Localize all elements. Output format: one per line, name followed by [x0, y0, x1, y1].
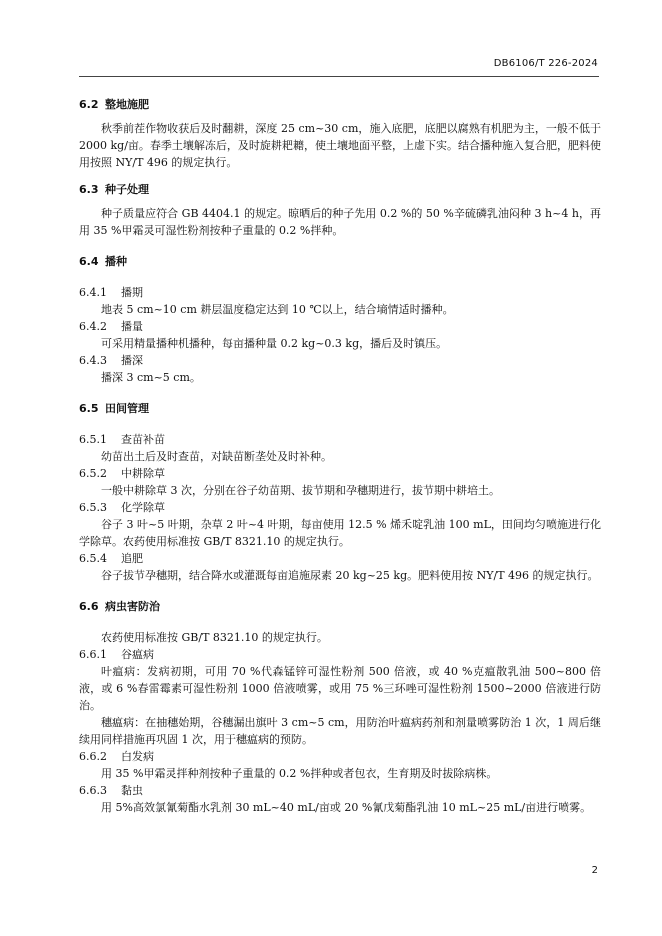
- subsection-number: 6.4.2: [79, 320, 107, 333]
- paragraph-6-3: 种子质量应符合 GB 4404.1 的规定。晾晒后的种子先用 0.2 %的 50 %辛硫磷乳油闷种 3 h~4 h，再用 35 %甲霜灵可湿性粉剂按种子重量的 0.2 %拌种。: [79, 207, 601, 237]
- document-code: DB6106/T 226-2024: [493, 58, 598, 69]
- section-number: 6.5: [79, 402, 99, 415]
- subsection-heading-6-6-2: [79, 748, 601, 765]
- subsection-heading-6-5-3: [79, 499, 601, 516]
- paragraph-6-4-3: 播深 3 cm~5 cm。: [101, 371, 201, 384]
- subsection-number: 6.5.1: [79, 433, 107, 446]
- subsection-heading-6-5-2: [79, 465, 601, 482]
- section-title: 播种: [105, 255, 127, 268]
- subsection-title: 中耕除草: [121, 467, 165, 480]
- subsection-title: 白发病: [121, 750, 154, 763]
- subsection-heading-6-4-1: [79, 284, 601, 301]
- subsection-title: 查苗补苗: [121, 433, 165, 446]
- paragraph-6-4-1: 地表 5 cm~10 cm 耕层温度稳定达到 10 ℃以上，结合墒情适时播种。: [101, 303, 454, 316]
- section-heading-6-6: [79, 598, 601, 615]
- section-number: 6.6: [79, 600, 99, 613]
- section-title: 整地施肥: [105, 98, 149, 111]
- section-heading-6-2: [79, 96, 601, 113]
- paragraph-6-5-3: 谷子 3 叶~5 叶期，杂草 2 叶~4 叶期，每亩使用 12.5 % 烯禾啶乳油 100 mL，田间均匀喷施进行化学除草。农药使用标准按 GB/T 8321.10 的规定执行。: [79, 518, 601, 548]
- subsection-number: 6.5.3: [79, 501, 107, 514]
- subsection-heading-6-4-3: [79, 352, 601, 369]
- subsection-number: 6.6.3: [79, 784, 107, 797]
- section-title: 种子处理: [105, 183, 149, 196]
- paragraph-6-4-2: 可采用精量播种机播种，每亩播种量 0.2 kg~0.3 kg，播后及时镇压。: [101, 337, 448, 350]
- subsection-heading-6-5-4: [79, 550, 601, 567]
- subsection-number: 6.5.2: [79, 467, 107, 480]
- subsection-title: 播量: [121, 320, 143, 333]
- subsection-title: 黏虫: [121, 784, 143, 797]
- subsection-heading-6-6-1: [79, 646, 601, 663]
- subsection-title: 化学除草: [121, 501, 165, 514]
- subsection-title: 追肥: [121, 552, 143, 565]
- paragraph-6-5-4: 谷子拔节孕穗期，结合降水或灌溉每亩追施尿素 20 kg~25 kg。肥料使用按 NY/T 496 的规定执行。: [101, 569, 599, 582]
- subsection-number: 6.4.3: [79, 354, 107, 367]
- subsection-title: 谷瘟病: [121, 648, 154, 661]
- paragraph-6-6-3: 用 5%高效氯氰菊酯水乳剂 30 mL~40 mL/亩或 20 %氰戊菊酯乳油 10 mL~25 mL/亩进行喷雾。: [101, 801, 592, 814]
- header-rule: [79, 76, 599, 77]
- subsection-title: 播深: [121, 354, 143, 367]
- subsection-title: 播期: [121, 286, 143, 299]
- subsection-heading-6-5-1: [79, 431, 601, 448]
- paragraph-6-2: 秋季前茬作物收获后及时翻耕，深度 25 cm~30 cm，施入底肥，底肥以腐熟有机肥为主，一般不低于 2000 kg/亩。春季土壤解冻后，及时旋耕耙耱，使土壤地面平整，上虚下实。结合播种施入复合肥，肥料使用按照 NY/T 496 的规定执行。: [79, 122, 601, 169]
- subsection-heading-6-6-3: [79, 782, 601, 799]
- section-title: 病虫害防治: [105, 600, 160, 613]
- page-number: 2: [591, 865, 598, 876]
- paragraph-6-6-2: 用 35 %甲霜灵拌种剂按种子重量的 0.2 %拌种或者包衣，生育期及时拔除病株。: [101, 767, 498, 780]
- section-heading-6-5: [79, 400, 601, 417]
- subsection-number: 6.6.2: [79, 750, 107, 763]
- section-heading-6-3: [79, 181, 601, 198]
- subsection-number: 6.6.1: [79, 648, 107, 661]
- subsection-heading-6-4-2: [79, 318, 601, 335]
- subsection-number: 6.4.1: [79, 286, 107, 299]
- paragraph-6-6-1-leaf-blast: 叶瘟病：发病初期，可用 70 %代森锰锌可湿性粉剂 500 倍液，或 40 %克瘟散乳油 500~800 倍液，或 6 %春雷霉素可湿性粉剂 1000 倍液喷雾，或用 75 %三环唑可湿性粉剂 1500~2000 倍液进行防治。: [79, 665, 601, 712]
- paragraph-6-6-intro: 农药使用标准按 GB/T 8321.10 的规定执行。: [101, 631, 328, 644]
- paragraph-6-5-1: 幼苗出土后及时查苗，对缺苗断垄处及时补种。: [101, 450, 332, 463]
- section-number: 6.4: [79, 255, 99, 268]
- section-title: 田间管理: [105, 402, 149, 415]
- paragraph-6-5-2: 一般中耕除草 3 次，分别在谷子幼苗期、拔节期和孕穗期进行，拔节期中耕培土。: [101, 484, 500, 497]
- subsection-number: 6.5.4: [79, 552, 107, 565]
- paragraph-6-6-1-panicle-blast: 穗瘟病：在抽穗始期，谷穗漏出旗叶 3 cm~5 cm，用防治叶瘟病药剂和剂量喷雾防治 1 次，1 周后继续用同样措施再巩固 1 次，用于穗瘟病的预防。: [79, 716, 601, 746]
- section-number: 6.3: [79, 183, 99, 196]
- section-number: 6.2: [79, 98, 99, 111]
- document-body: [79, 96, 601, 816]
- section-heading-6-4: [79, 253, 601, 270]
